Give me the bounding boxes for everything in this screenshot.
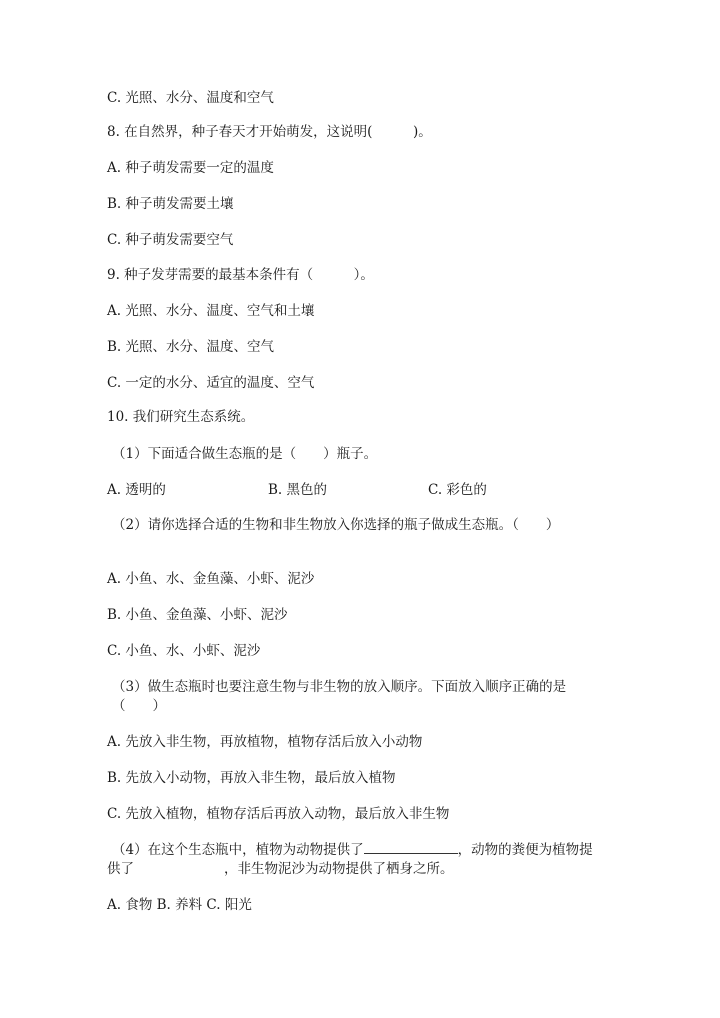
option-line: C. 先放入植物，植物存活后再放入动物，最后放入非生物 bbox=[107, 806, 450, 822]
sub-question-1: （1）下面适合做生态瓶的是（ ）瓶子。 bbox=[112, 446, 378, 462]
option-line: B. 光照、水分、温度、空气 bbox=[107, 339, 275, 355]
option-line: A. 种子萌发需要一定的温度 bbox=[107, 160, 274, 176]
option-line: C. 一定的水分、适宜的温度、空气 bbox=[107, 375, 315, 391]
sub-question-4-line2 bbox=[107, 860, 454, 878]
text-segment: 供了 bbox=[107, 861, 134, 877]
option-line: C. 光照、水分、温度和空气 bbox=[107, 90, 274, 106]
option-line: C. 小鱼、水、小虾、泥沙 bbox=[107, 643, 261, 659]
sub-question-2: （2）请你选择合适的生物和非生物放入你选择的瓶子做成生态瓶。（ ） bbox=[112, 517, 560, 533]
option-line: A. 光照、水分、温度、空气和土壤 bbox=[107, 303, 315, 319]
fill-blank[interactable] bbox=[364, 841, 458, 854]
option-line: A. 先放入非生物，再放植物，植物存活后放入小动物 bbox=[107, 734, 423, 750]
text-segment: （4）在这个生态瓶中，植物为动物提供了 bbox=[112, 842, 364, 858]
sub-question-4-line1 bbox=[112, 841, 593, 859]
option-a: A. 透明的 bbox=[107, 482, 166, 498]
answer-paren: （ ） bbox=[112, 698, 166, 714]
option-line: A. 食物 B. 养料 C. 阳光 bbox=[107, 897, 252, 913]
text-segment: ，非生物泥沙为动物提供了栖身之所。 bbox=[224, 861, 454, 877]
option-line: C. 种子萌发需要空气 bbox=[107, 232, 234, 248]
question-10: 10. 我们研究生态系统。 bbox=[107, 409, 255, 425]
question-8: 8. 在自然界，种子春天才开始萌发，这说明( )。 bbox=[107, 124, 432, 140]
option-b: B. 黑色的 bbox=[268, 482, 328, 498]
question-9: 9. 种子发芽需要的最基本条件有（ ）。 bbox=[107, 267, 374, 283]
option-c: C. 彩色的 bbox=[428, 482, 487, 498]
option-line: B. 先放入小动物，再放入非生物，最后放入植物 bbox=[107, 770, 396, 786]
option-line: B. 种子萌发需要土壤 bbox=[107, 196, 234, 212]
text-segment: ，动物的粪便为植物提 bbox=[457, 842, 593, 858]
option-line: B. 小鱼、金鱼藻、小虾、泥沙 bbox=[107, 607, 288, 623]
option-line: A. 小鱼、水、金鱼藻、小虾、泥沙 bbox=[107, 571, 315, 587]
sub-question-3: （3）做生态瓶时也要注意生物与非生物的放入顺序。下面放入顺序正确的是 bbox=[112, 679, 567, 695]
